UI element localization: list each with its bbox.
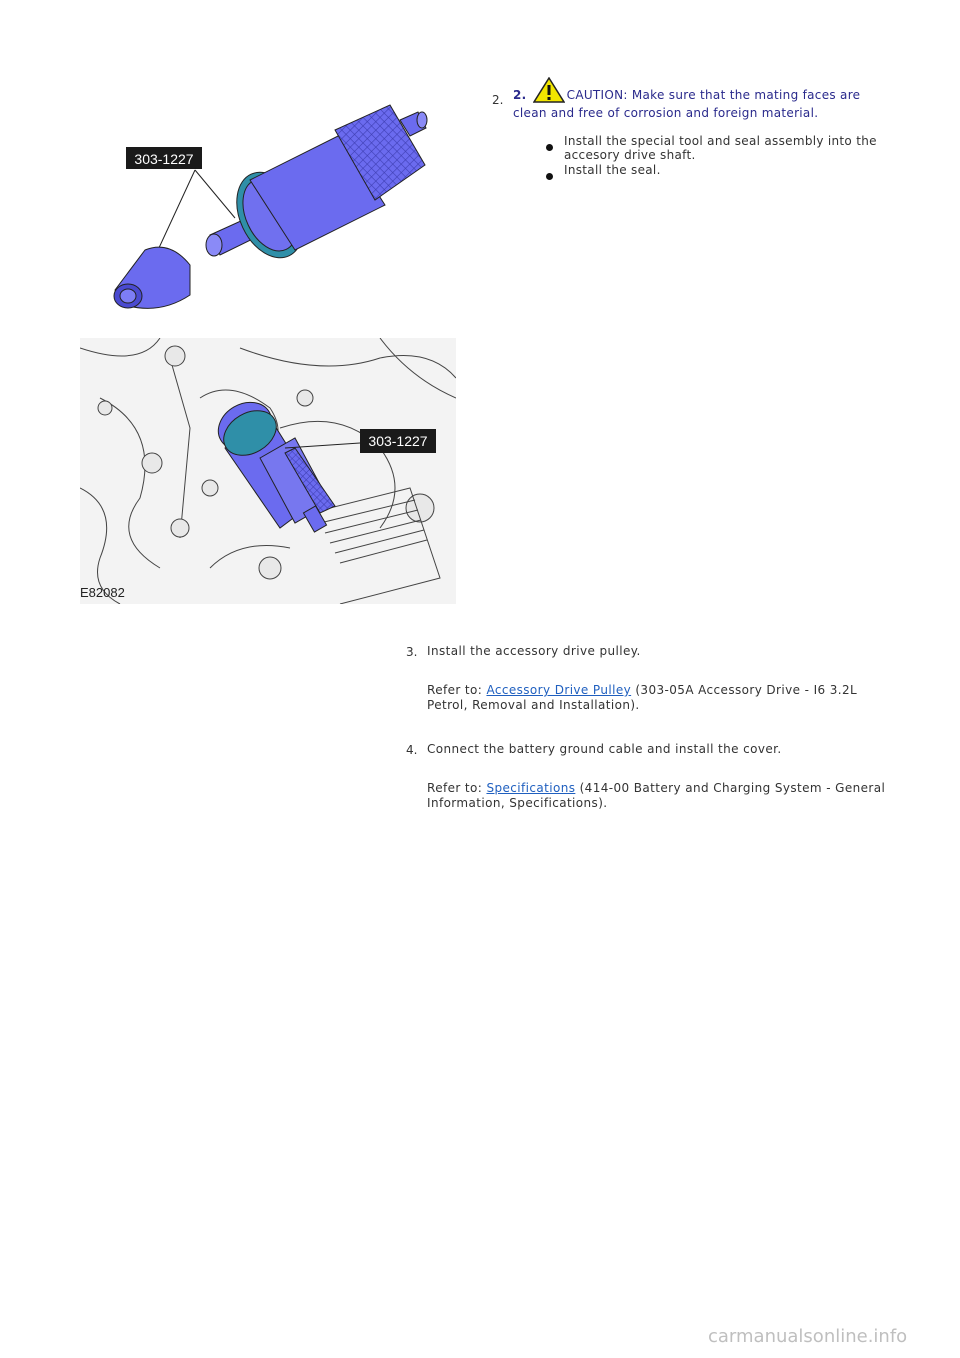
caution-note <box>513 77 893 120</box>
bullet-dot-icon <box>546 165 553 184</box>
refer-prefix: Refer to: <box>427 683 487 697</box>
warning-triangle-icon <box>533 77 565 106</box>
watermark: carmanualsonline.info <box>708 1326 908 1347</box>
step-4-reference <box>427 781 887 811</box>
step-3-number: 3. <box>406 645 418 659</box>
engine-illustration <box>80 338 456 604</box>
bullet-item: Install the special tool and seal assembly into the accesory drive shaft. <box>564 134 877 162</box>
special-tool-illustration <box>100 100 440 320</box>
caution-text: CAUTION: Make sure that the mating faces are clean and free of corrosion and foreign material. <box>513 88 861 120</box>
step-2-number: 2. <box>492 93 504 107</box>
refer-prefix: Refer to: <box>427 781 487 795</box>
figure-id: E82082 <box>80 585 125 600</box>
step-4-text: Connect the battery ground cable and install the cover. <box>427 742 782 756</box>
step-3-text: Install the accessory drive pulley. <box>427 644 641 658</box>
refer-suffix: (414-00 Battery and Charging System - General Information, Specifications). <box>427 781 886 810</box>
tool-label-top: 303-1227 <box>134 151 194 167</box>
accessory-drive-pulley-link[interactable]: Accessory Drive Pulley <box>486 683 632 697</box>
step-4-number: 4. <box>406 743 418 757</box>
caution-number: 2. <box>513 88 527 102</box>
refer-suffix: (303-05A Accessory Drive - I6 3.2L Petrol, Removal and Installation). <box>427 683 858 712</box>
specifications-link[interactable]: Specifications <box>486 781 576 795</box>
bullet-item: Install the seal. <box>564 163 661 177</box>
tool-label-bottom: 303-1227 <box>368 433 428 449</box>
step-3-reference <box>427 683 887 713</box>
bullet-dot-icon <box>546 136 553 155</box>
